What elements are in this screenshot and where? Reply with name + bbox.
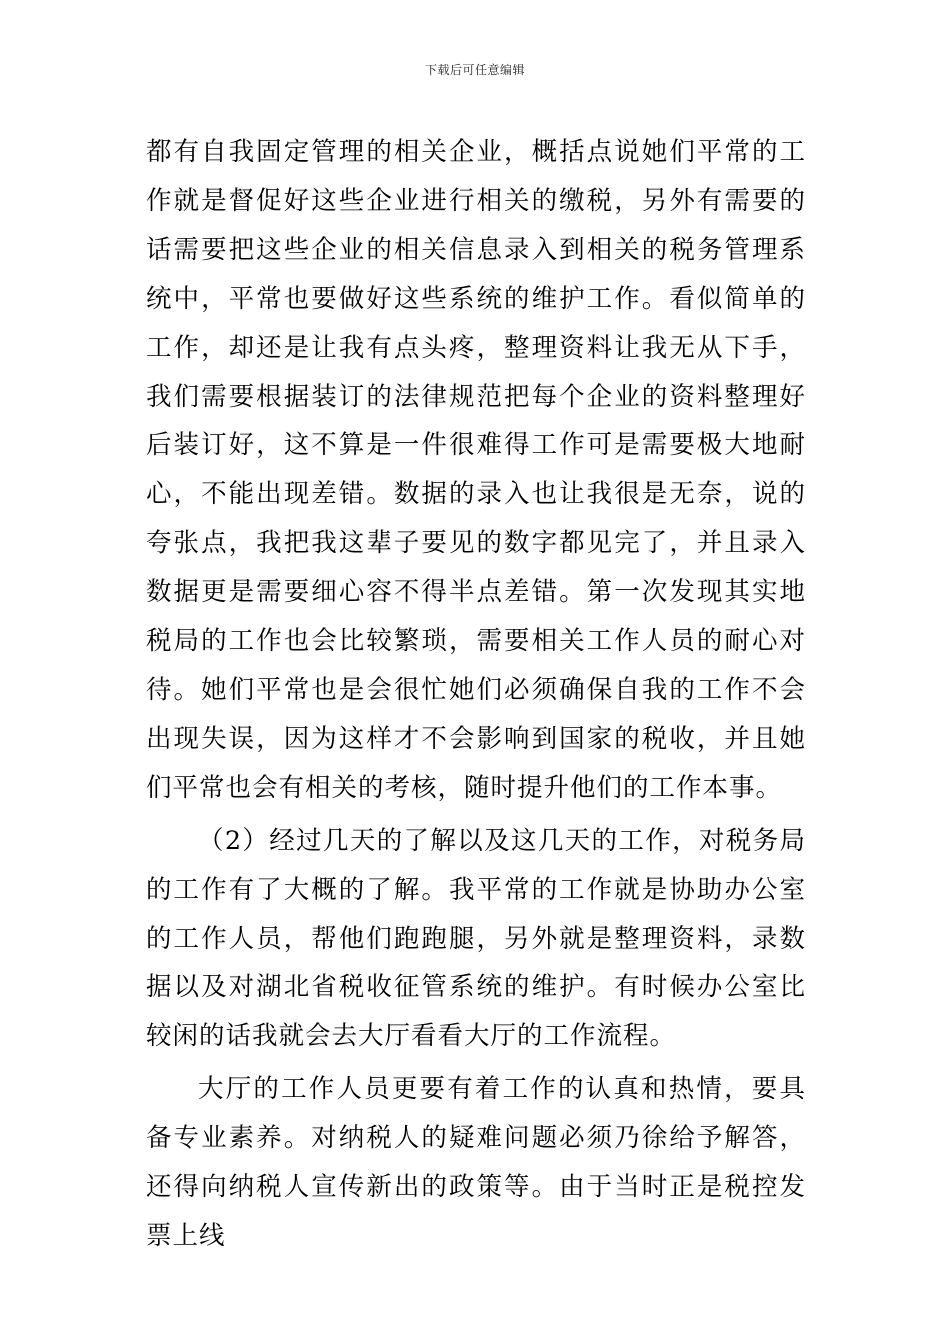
paragraph-3: 大厅的工作人员更要有着工作的认真和热情，要具备专业素养。对纳税人的疑难问题必须乃徐给予解答，还得向纳税人宣传新出的政策等。由于当时正是税控发票上线: [146, 1074, 806, 1251]
document-body: [146, 128, 806, 1261]
paragraph-1: 都有自我固定管理的相关企业，概括点说她们平常的工作就是督促好这些企业进行相关的缴税，另外有需要的话需要把这些企业的相关信息录入到相关的税务管理系统中，平常也要做好这些系统的维护工作。看似简单的工作，却还是让我有点头疼，整理资料让我无从下手，我们需要根据装订的法律规范把每个企业的资料整理好后装订好，这不算是一件很难得工作可是需要极大地耐心，不能出现差错。数据的录入也让我很是无奈，说的夸张点，我把我这辈子要见的数字都见完了，并且录入数据更是需要细心容不得半点差错。第一次发现其实地税局的工作也会比较繁琐，需要相关工作人员的耐心对待。她们平常也是会很忙她们必须确保自我的工作不会出现失误，因为这样才不会影响到国家的税收，并且她们平常也会有相关的考核，随时提升他们的工作本事。: [146, 137, 806, 803]
paragraph-2: （2）经过几天的了解以及这几天的工作，对税务局的工作有了大概的了解。我平常的工作就是协助办公室的工作人员，帮他们跑跑腿，另外就是整理资料，录数据以及对湖北省税收征管系统的维护。有时候办公室比较闲的话我就会去大厅看看大厅的工作流程。: [146, 825, 806, 1052]
page-header: 下载后可任意编辑: [424, 63, 525, 77]
